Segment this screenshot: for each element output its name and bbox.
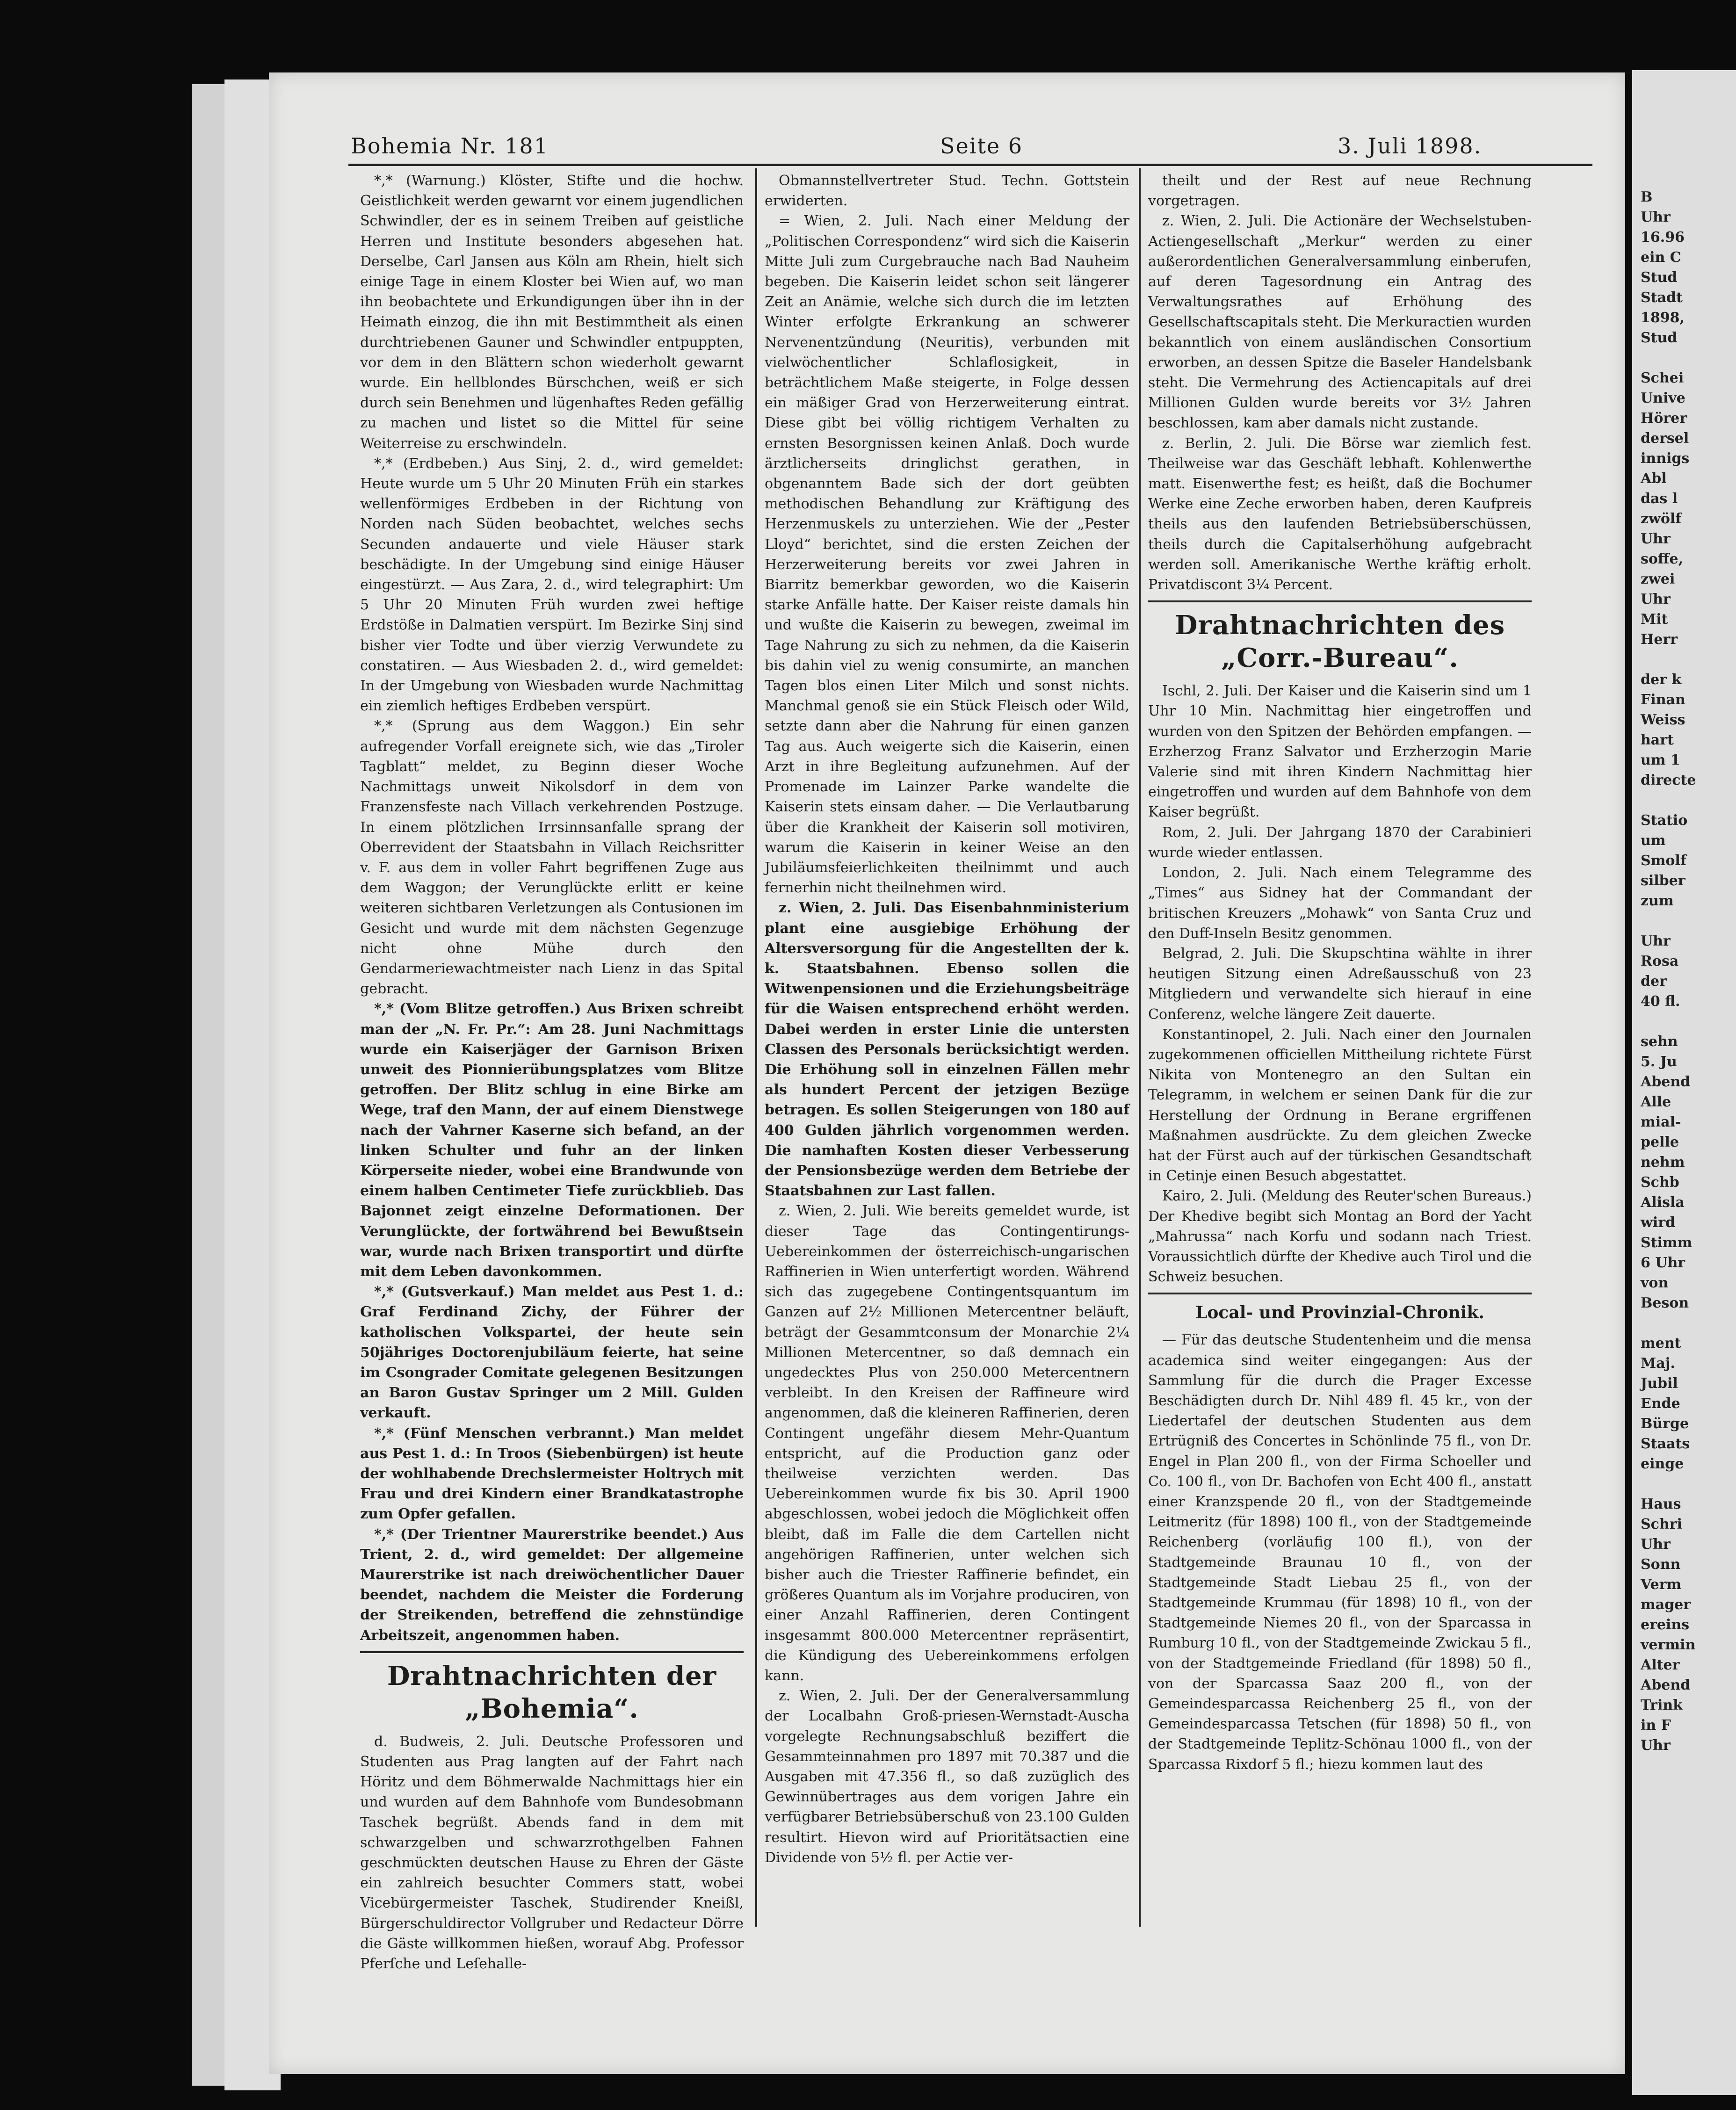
adjacent-page-line: 1898, — [1641, 310, 1685, 326]
adjacent-page-line: innigs — [1641, 450, 1690, 467]
adjacent-page-line: Uhr — [1641, 591, 1671, 607]
adjacent-page-line: der — [1641, 973, 1667, 990]
adjacent-page-line: Stud — [1641, 330, 1678, 346]
column-1 — [360, 171, 744, 1973]
adjacent-page-line: Sonn — [1641, 1556, 1681, 1573]
adjacent-page-line: Alle — [1641, 1094, 1671, 1110]
article-paragraph: Kairo, 2. Juli. (Meldung des Reuter'schen Bureaus.) Der Khedive begibt sich Montag an Bord der Yacht „Mahrussa“ nach Korfu und sodann nach Triest. Voraussichtlich dürfte der Khedive auch Tirol und die Schweiz besuchen. — [1148, 1188, 1532, 1286]
adjacent-page-line: zwölf — [1641, 511, 1682, 527]
adjacent-page-line: ereins — [1641, 1617, 1690, 1633]
adjacent-page-line: vermin — [1641, 1637, 1696, 1653]
article-paragraph: z. Wien, 2. Juli. Wie bereits gemeldet wurde, ist dieser Tage das Contingentirungs-Uebereinkommen der österreichisch-ungarischen Raffinerien in Wien unterfertigt worden. Während sich das zugegebene Contingentsquantum im Ganzen auf 2½ Millionen Metercentner beläuft, beträgt der Gesammtconsum der Monarchie 2¼ Millionen Metercentner, so daß demnach ein ungedecktes Plus von 250.000 Metercentnern verbleibt. In den Kreisen der Raffineure wird angenommen, daß die kleineren Raffinerien, deren Contingent ungefähr diesem Mehr-Quantum entspricht, auf die Production ganz oder theilweise verzichten werden. Das Uebereinkommen wurde fix bis 30. April 1900 abgeschlossen, wobei jedoch die Möglichkeit offen bleibt, daß im Falle die dem Cartellen nicht angehörigen Raffinerien, unter welchen sich bisher auch die Triester Raffinerie befindet, ein größeres Quantum als im Vorjahre produciren, von einer Anzahl Raffinerien, deren Contingent insgesammt 800.000 Metercentner repräsentirt, die Kündigung des Uebereinkommens erfolgen kann. — [765, 1203, 1129, 1684]
adjacent-page-line — [1641, 1474, 1734, 1494]
article-paragraph: *,* (Gutsverkauf.) Man meldet aus Pest 1. d.: Graf Ferdinand Zichy, der Führer der katholischen Volkspartei, der heute sein 50jähriges Doctorenjubiläum feierte, hat seine im Csongrader Comitate gelegenen Besitzungen an Baron Gustav Springer um 2 Mill. Gulden verkauft. — [360, 1284, 744, 1422]
article-paragraph: z. Wien, 2. Juli. Der der Generalversammlung der Localbahn Groß-priesen-Wernstadt-Auscha vorgelegte Rechnungsabschluß beziffert die Gesammteinnahmen pro 1897 mit 70.387 und die Ausgaben mit 47.356 fl., so daß zuzüglich des Gewinnübertrages aus dem vorigen Jahre ein verfügbarer Betriebsüberschuß von 23.100 Gulden resultirt. Hievon wird auf Prioritätsactien eine Dividende von 5½ fl. per Actie ver- — [765, 1688, 1129, 1866]
adjacent-page-line: silber — [1641, 873, 1685, 889]
adjacent-page-line: sehn — [1641, 1033, 1678, 1050]
adjacent-page-line: Stimm — [1641, 1235, 1693, 1251]
adjacent-page-line: directe — [1641, 772, 1696, 788]
adjacent-page-line: einge — [1641, 1456, 1684, 1472]
adjacent-page-line: Abend — [1641, 1074, 1691, 1090]
page-header — [269, 133, 1625, 161]
adjacent-page-line: zwei — [1641, 571, 1675, 587]
adjacent-page-line: zum — [1641, 893, 1674, 909]
adjacent-page-line: Uhr — [1641, 1536, 1671, 1553]
article-paragraph: *,* (Warnung.) Klöster, Stifte und die hochw. Geistlichkeit werden gewarnt vor einem jugendlichen Schwindler, der es in seinem Treiben auf geistliche Herren und Institute besonders abgesehen hat. Derselbe, Carl Jansen aus Köln am Rhein, hielt sich einige Tage in einem Kloster bei Wien auf, wo man ihn beobachtete und Erkundigungen über ihn in der Heimath einzog, die ihn mit Bestimmtheit als einen durchtriebenen Gauner und Schwindler entpuppten, vor dem in den Blättern schon wiederholt gewarnt wurde. Ein hellblondes Bürschchen, weiß er sich durch sein Benehmen und lügenhaftes Reden gefällig zu machen und listet so die Mittel für seine Weiterreise zu erschwindeln. — [360, 173, 744, 452]
column-1-articles — [360, 171, 744, 1646]
adjacent-page-line: Mit — [1641, 611, 1668, 628]
article-paragraph: *,* (Fünf Menschen verbrannt.) Man meldet aus Pest 1. d.: In Troos (Siebenbürgen) ist heute der wohlhabende Drechslermeister Holtrych mit Frau und drei Kindern einer Brandkatastrophe zum Opfer gefallen. — [360, 1425, 744, 1523]
section-rule — [1148, 600, 1532, 602]
article-paragraph: z. Berlin, 2. Juli. Die Börse war ziemlich fest. Theilweise war das Geschäft lebhaft. Kohlenwerthe matt. Eisenwerthe fest; es heißt, daß die Bochumer Werke eine Zeche erworben haben, deren Kaufpreis theils aus den laufenden Betriebsüberschüssen, theils durch die Capitalserhöhung aufgebracht werden soll. Amerikanische Werthe kräftig erholt. Privatdiscont 3¼ Percent. — [1148, 435, 1532, 593]
adjacent-page-line: Uhr — [1641, 209, 1671, 225]
adjacent-page-line: der k — [1641, 672, 1682, 688]
adjacent-page-line: Alter — [1641, 1657, 1680, 1673]
adjacent-page-line: Haus — [1641, 1496, 1681, 1512]
adjacent-page-line: Bürge — [1641, 1416, 1689, 1432]
article-paragraph: Ischl, 2. Juli. Der Kaiser und die Kaiserin sind um 1 Uhr 10 Min. Nachmittag hier eingetroffen und wurden von den Spitzen der Behörden empfangen. — Erzherzog Franz Salvator und Erzherzogin Marie Valerie sind mit ihren Kindern Nachmittag hier eingetroffen und wurden auf dem Bahnhofe von dem Kaiser begrüßt. — [1148, 683, 1532, 821]
article-paragraph: Konstantinopel, 2. Juli. Nach einer den Journalen zugekommenen officiellen Mittheilung richtete Fürst Nikita von Montenegro an den Sultan ein Telegramm, in welchem er seinen Dank für die zur Herstellung der Ordnung in Berane ergriffenen Maßnahmen ausdrückte. Zu dem gleichen Zwecke hat der Fürst auch auf der türkischen Gesandtschaft in Cetinje einen Besuch abgestattet. — [1148, 1026, 1532, 1185]
article-paragraph: London, 2. Juli. Nach einem Telegramme des „Times“ aus Sidney hat der Commandant der britischen Kreuzers „Mohawk“ von Santa Cruz und den Duff-Inseln Besitz genommen. — [1148, 865, 1532, 942]
column-2-articles — [765, 171, 1129, 1868]
adjacent-page-line: von — [1641, 1275, 1669, 1291]
adjacent-page-line: 40 fl. — [1641, 993, 1680, 1010]
column-3-chronik — [1148, 1330, 1532, 1774]
adjacent-page-line: Schei — [1641, 370, 1684, 386]
section-rule — [360, 1651, 744, 1653]
adjacent-page-line: Maj. — [1641, 1355, 1675, 1372]
article-paragraph: *,* (Vom Blitze getroffen.) Aus Brixen schreibt man der „N. Fr. Pr.“: Am 28. Juni Nachmittags wurde ein Kaiserjäger der Garnison Brixen unweit des Pionnierübungsplatzes vom Blitze getroffen. Der Blitz schlug in eine Birke am Wege, traf den Mann, der auf einem Dienstwege nach der Vahrner Kaserne sich befand, an der linken Schulter und fuhr an der linken Körperseite nieder, wobei eine Brandwunde von einem halben Centimeter Tiefe zurückblieb. Das Bajonnet zeigt einzelne Deformationen. Der Verunglückte, der fortwährend bei Bewußtsein war, wurde nach Brixen transportirt und dürfte mit dem Leben davonkommen. — [360, 1001, 744, 1280]
column-1-telegrams — [360, 1732, 744, 1974]
adjacent-page-line: hart — [1641, 732, 1674, 748]
adjacent-page-line: Jubil — [1641, 1375, 1678, 1392]
adjacent-page-line: dersel — [1641, 430, 1689, 447]
column-3-telegrams — [1148, 681, 1532, 1287]
adjacent-page-line: Staats — [1641, 1436, 1690, 1452]
adjacent-page-line: mial- — [1641, 1114, 1681, 1130]
article-paragraph: Belgrad, 2. Juli. Die Skupschtina wählte in ihrer heutigen Sitzung einen Adreßausschuß von 23 Mitgliedern und verwandelte sich hierauf in eine Conferenz, welche längere Zeit dauerte. — [1148, 945, 1532, 1023]
adjacent-page-line: Beson — [1641, 1295, 1689, 1311]
adjacent-page-line: B — [1641, 189, 1653, 205]
adjacent-page-line: soffe, — [1641, 551, 1684, 567]
section-heading-corr-bureau: Drahtnachrichten des „Corr.-Bureau“. — [1174, 610, 1505, 674]
issue-label: Bohemia Nr. 181 — [351, 133, 549, 159]
adjacent-page-line: Rosa — [1641, 953, 1679, 969]
adjacent-page-line: Hörer — [1641, 410, 1687, 426]
adjacent-page-line: Schb — [1641, 1174, 1679, 1191]
adjacent-page-line: Unive — [1641, 390, 1685, 406]
adjacent-page-line: wird — [1641, 1214, 1676, 1231]
article-paragraph: *,* (Der Trientner Maurerstrike beendet.) Aus Trient, 2. d., wird gemeldet: Der allgemeine Maurerstrike ist nach dreiwöchentlicher Dauer beendet, nachdem die Meister die Forderung der Streikenden, betreffend die zehnstündige Arbeitszeit, angenommen haben. — [360, 1526, 744, 1644]
adjacent-page-line — [1641, 1012, 1734, 1032]
adjacent-page-line: mager — [1641, 1597, 1691, 1613]
adjacent-page-line: 16.96 — [1641, 229, 1685, 246]
adjacent-page-line: Trink — [1641, 1697, 1683, 1713]
adjacent-page-line: Finan — [1641, 692, 1685, 708]
adjacent-page-line — [1641, 348, 1734, 368]
article-paragraph: — Für das deutsche Studentenheim und die mensa academica sind weiter eingegangen: Aus der Sammlung für die durch die Prager Excesse Beschädigten durch Dr. Nihl 489 fl. 45 kr., von der Liedertafel der deutschen Studenten aus dem Ertrügniß des Concertes in Schönlinde 75 fl., von Dr. Engel in Plan 200 fl., von der Firma Schoeller und Co. 100 fl., von Dr. Bachofen von Echt 400 fl., anstatt einer Kranzspende 20 fl., von der Stadtgemeinde Leitmeritz (für 1898) 100 fl., von der Stadtgemeinde Reichenberg (vorläufig 100 fl.), von der Stadtgemeinde Braunau 10 fl., von der Stadtgemeinde Stadt Liebau 25 fl., von der Stadtgemeinde Krummau (für 1898) 10 fl., von der Stadtgemeinde Niemes 20 fl., von der Sparcassa in Rumburg 10 fl., von der Stadtgemeinde Zwickau 5 fl., von der Stadtgemeinde Friedland (für 1898) 50 fl., von der Sparcassa Saaz 200 fl., von der Gemeindesparcassa Reichenberg 25 fl., von der Gemeindesparcassa Tetschen (für 1898) 50 fl., von der Stadtgemeinde Teplitz-Schönau 1000 fl., von der Sparcassa Rixdorf 5 fl.; hiezu kommen laut des — [1148, 1332, 1532, 1773]
adjacent-page-line: Weiss — [1641, 712, 1685, 728]
adjacent-page-line: ment — [1641, 1335, 1681, 1351]
article-paragraph: = Wien, 2. Juli. Nach einer Meldung der „Politischen Correspondenz“ wird sich die Kaiserin Mitte Juli zum Curgebrauche nach Bad Nauheim begeben. Die Kaiserin leidet schon seit längerer Zeit an Anämie, welche sich durch die im letzten Winter erfolgte Erkrankung an schwerer Nervenentzündung (Neuritis), verbunden mit vielwöchentlicher Schlaflosigkeit, in beträchtlichem Maße steigerte, in Folge dessen ein mäßiger Grad von Herzerweiterung eintrat. Diese gibt bei völlig richtigem Verhalten zu ernsten Besorgnissen keinen Anlaß. Doch wurde ärztlicherseits dringlichst gerathen, in obgenanntem Bade sich der dort geübten methodischen Behandlung zur Kräftigung des Herzenmuskels zu unterziehen. Wie der „Pester Lloyd“ berichtet, sind die ersten Zeichen der Herzerweiterung bereits vor zwei Jahren in Biarritz bemerkbar geworden, wo die Kaiserin starke Anfälle hatte. Der Kaiser reiste damals hin und wußte die Kaiserin zu bewegen, zweimal im Tage Nahrung zu sich zu nehmen, da die Kaiserin bis dahin viel zu wenig consumirte, an manchen Tagen blos einen Liter Milch und sonst nichts. Manchmal genoß sie ein Stück Fleisch oder Wild, setzte dann aber die Nahrung für einen ganzen Tag aus. Auch weigerte sich die Kaiserin, einen Arzt in ihre Begleitung aufzunehmen. Auf der Promenade im Lainzer Parke wandelte die Kaiserin stets einsam daher. — Die Verlautbarung über die Krankheit der Kaiserin soll motiviren, warum die Kaiserin in keiner Weise an den Jubiläumsfeierlichkeiten theilnimmt und auch fernerhin nicht theilnehmen wird. — [765, 213, 1129, 896]
article-paragraph: z. Wien, 2. Juli. Die Actionäre der Wechselstuben-Actiengesellschaft „Merkur“ werden zu einer außerordentlichen Generalversammlung einberufen, auf deren Tagesordnung ein Antrag des Verwaltungsrathes auf Erhöhung des Gesellschaftscapitals steht. Die Merkuractien wurden bekanntlich von einem ausländischen Consortium erworben, an dessen Spitze die Baseler Handelsbank steht. Die Vermehrung des Actiencapitals auf drei Millionen Gulden wurde bereits vor 3½ Jahren beschlossen, kam aber damals nicht zustande. — [1148, 213, 1532, 432]
adjacent-page-line: Herr — [1641, 631, 1678, 648]
column-3 — [1148, 171, 1532, 1957]
column-rule — [755, 168, 757, 1927]
adjacent-page-line: ein C — [1641, 249, 1681, 266]
adjacent-page-line — [1641, 650, 1734, 670]
adjacent-page-line: in F — [1641, 1717, 1671, 1734]
section-heading-chronik: Local- und Provinzial-Chronik. — [1195, 1303, 1484, 1323]
article-paragraph: d. Budweis, 2. Juli. Deutsche Professoren und Studenten aus Prag langten auf der Fahrt nach Höritz und dem Böhmerwalde Nachmittags hier ein und wurden auf dem Bahnhofe vom Bundesobmann Taschek begrüßt. Abends fand in dem mit schwarzgelben und schwarzrothgelben Fahnen geschmückten deutschen Hause zu Ehren der Gäste ein zahlreich besuchter Commers statt, wobei Vicebürgermeister Taschek, Studirender Kneißl, Bürgerschuldirector Vollgruber und Redacteur Dörre die Gäste willkommen hießen, worauf Abg. Professor Pferſche und Leſehalle- — [360, 1733, 744, 1973]
adjacent-page-line: Stud — [1641, 269, 1678, 286]
adjacent-page-line: nehm — [1641, 1154, 1685, 1171]
adjacent-page-line: Abend — [1641, 1677, 1691, 1693]
article-paragraph: z. Wien, 2. Juli. Das Eisenbahnministerium plant eine ausgiebige Erhöhung der Altersversorgung für die Angestellten der k. k. Staatsbahnen. Ebenso sollen die Witwenpensionen und die Erziehungsbeiträge für die Waisen entsprechend erhöht werden. Dabei werden in erster Linie die untersten Classen des Personals berücksichtigt werden. Die Erhöhung soll in einzelnen Fällen mehr als hundert Percent der jetzigen Bezüge betragen. Es sollen Steigerungen von 180 auf 400 Gulden jährlich vorgenommen werden. Die namhaften Kosten dieser Verbesserung der Pensionsbezüge werden dem Betriebe der Staatsbahnen zur Last fallen. — [765, 900, 1129, 1200]
adjacent-page-line: Schri — [1641, 1516, 1682, 1532]
newspaper-page — [269, 72, 1625, 2074]
section-rule — [1148, 1293, 1532, 1294]
adjacent-page-line: das l — [1641, 491, 1678, 507]
adjacent-page-line: Uhr — [1641, 933, 1671, 949]
adjacent-page-line — [1641, 911, 1734, 931]
article-paragraph: Obmannstellvertreter Stud. Techn. Gottstein erwiderten. — [765, 173, 1129, 210]
article-paragraph: *,* (Erdbeben.) Aus Sinj, 2. d., wird gemeldet: Heute wurde um 5 Uhr 20 Minuten Früh ein starkes wellenförmiges Erdbeben in der Richtung von Norden nach Süden beobachtet, welches sechs Secunden andauerte und viele Häuser stark beschädigte. In der Umgebung sind einige Häuser eingestürzt. — Aus Zara, 2. d., wird telegraphirt: Um 5 Uhr 20 Minuten Früh wurden zwei heftige Erdstöße in Dalmatien verspürt. Im Bezirke Sinj sind bisher vier Todte und über vierzig Verwundete zu constatiren. — Aus Wiesbaden 2. d., wird gemeldet: In der Umgebung von Wiesbaden wurde Nachmittag ein ziemlich heftiges Erdbeben verspürt. — [360, 455, 744, 715]
adjacent-page-line: pelle — [1641, 1134, 1679, 1150]
adjacent-page-line: 6 Uhr — [1641, 1255, 1685, 1271]
section-heading-bohemia: Drahtnachrichten der „Bohemia“. — [387, 1660, 717, 1724]
issue-date: 3. Juli 1898. — [1338, 133, 1482, 159]
column-3-articles — [1148, 171, 1532, 595]
adjacent-page-line — [1641, 1313, 1734, 1333]
adjacent-page-line: 5. Ju — [1641, 1054, 1677, 1070]
adjacent-page-line: Uhr — [1641, 531, 1671, 547]
adjacent-page-line: Verm — [1641, 1576, 1682, 1593]
adjacent-page-line: Smolf — [1641, 853, 1686, 869]
column-2 — [765, 171, 1129, 1957]
adjacent-page-text — [1641, 187, 1734, 1756]
header-rule — [348, 164, 1592, 166]
page-number: Seite 6 — [940, 133, 1023, 159]
adjacent-page-line: um 1 — [1641, 752, 1680, 768]
adjacent-page-line: Stadt — [1641, 289, 1683, 306]
article-paragraph: theilt und der Rest auf neue Rechnung vorgetragen. — [1148, 173, 1532, 210]
adjacent-page-edge — [1632, 70, 1736, 2095]
adjacent-page-line: Alisla — [1641, 1194, 1685, 1211]
article-paragraph: *,* (Sprung aus dem Waggon.) Ein sehr aufregender Vorfall ereignete sich, wie das „Tiroler Tagblatt“ meldet, zu Beginn dieser Woche Nachmittags unweit Nikolsdorf in dem von Franzensfeste nach Villach verkehrenden Postzuge. In einem plötzlichen Irrsinnsanfalle sprang der Oberrevident der Staatsbahn in Villach Reichsritter v. F. aus dem in voller Fahrt begriffenen Zuge aus dem Waggon; der Verunglückte erlitt er keine weiteren sichtbaren Verletzungen als Contusionen im Gesicht und wurde mit dem nächsten Gegenzuge nicht ohne Mühe durch den Gendarmeriewachtmeister nach Lienz in das Spital gebracht. — [360, 718, 744, 997]
adjacent-page-line: Statio — [1641, 812, 1688, 829]
adjacent-page-line — [1641, 790, 1734, 810]
adjacent-page-line: Uhr — [1641, 1737, 1671, 1754]
article-paragraph: Rom, 2. Juli. Der Jahrgang 1870 der Carabinieri wurde wieder entlassen. — [1148, 824, 1532, 861]
adjacent-page-line: Abl — [1641, 470, 1667, 487]
adjacent-page-line: um — [1641, 832, 1666, 849]
column-rule — [1139, 168, 1141, 1927]
adjacent-page-line: Ende — [1641, 1395, 1680, 1412]
